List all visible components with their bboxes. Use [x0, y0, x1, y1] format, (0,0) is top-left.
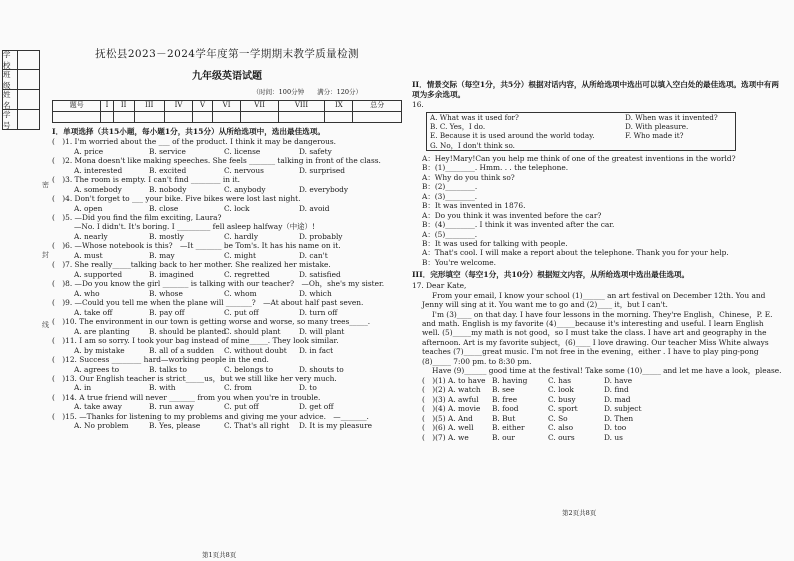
cloze-answer-row [412, 433, 782, 442]
question-stem-continued: —No. I didn't. It's boring. I _________ fell asleep halfway（中途）! [74, 222, 315, 232]
cloze-option[interactable]: B. see [492, 385, 515, 395]
score-header-cell: II [113, 100, 134, 111]
question-stem: ( )12. Success ________ hard—working people in the end. [52, 355, 269, 365]
q16-option: G. No，I don't think so. [430, 140, 515, 150]
question-stem: ( )11. I am so sorry. I took your bag instead of mine_____. They look similar. [52, 336, 339, 346]
dialog-line: A：Hey!Mary!Can you help me think of one of the greatest inventions in the world? [422, 153, 736, 163]
option[interactable]: C. whom [224, 288, 257, 298]
question-stem: ( )4. Don't forget to ___ your bike. Five bikes were lost last night. [52, 194, 301, 204]
question-options [52, 270, 402, 279]
score-header-cell: III [134, 100, 164, 111]
page-footer-left: 第1页共8页 [202, 551, 237, 559]
score-header-cell: VIII [278, 100, 324, 111]
score-header-cell: I [101, 100, 113, 111]
option[interactable]: B. excited [149, 165, 187, 175]
option[interactable]: B. nobody [149, 184, 187, 194]
cloze-option[interactable]: C. So [548, 413, 568, 423]
option[interactable]: D. shouts to [299, 364, 344, 374]
option[interactable]: B. imagined [149, 269, 194, 279]
score-blank-cell[interactable] [325, 111, 353, 122]
cloze-option[interactable]: D. have [604, 375, 633, 385]
dialog-line: B：It was invented in 1876. [422, 201, 526, 211]
option[interactable]: A. price [74, 146, 104, 156]
question-stem: ( )14. A true friend will never _______ from you when you're in trouble. [52, 392, 321, 402]
cloze-option[interactable]: ( )(5) A. And [422, 413, 473, 423]
question-options [52, 166, 402, 175]
option[interactable]: A. are planting [74, 326, 130, 336]
score-table [52, 100, 402, 123]
q16-option: E. Because it is used around the world today. [430, 131, 595, 141]
question-options [52, 289, 402, 298]
score-header-cell: VII [241, 100, 278, 111]
cloze-option[interactable]: C. sport [548, 404, 578, 414]
question-options [52, 346, 402, 355]
option[interactable]: D. surprised [299, 165, 345, 175]
option[interactable]: B. all of a sudden [149, 345, 215, 355]
option[interactable]: A. take off [74, 307, 113, 317]
score-blank-cell[interactable] [278, 111, 324, 122]
question-stem: ( )7. She really_____talking back to her mother. She realized her mistake. [52, 260, 331, 270]
score-header-cell: VI [212, 100, 241, 111]
question-options [52, 402, 402, 411]
option[interactable]: A. nearly [74, 231, 108, 241]
dialog-line: A：That's cool. I will make a report about the telephone. Thank you for your help. [422, 248, 729, 258]
option[interactable]: C. lock [224, 203, 250, 213]
option[interactable]: C. nervous [224, 165, 264, 175]
cloze-option[interactable]: D. subject [604, 404, 642, 414]
option[interactable]: A. must [74, 250, 103, 260]
exam-meta: （时间：100分钟 满分：120分） [252, 88, 362, 97]
cloze-passage [412, 291, 782, 376]
dialog-line: A：Do you think it was invented before the car? [422, 210, 602, 220]
option[interactable]: A. agrees to [74, 364, 120, 374]
cloze-answer-row [412, 404, 782, 413]
left-column [52, 48, 402, 559]
letter-greeting: 17. Dear Kate, [412, 281, 467, 291]
cloze-option[interactable]: B. free [492, 394, 518, 404]
score-blank-cell[interactable] [134, 111, 164, 122]
question-stem: ( )10. The environment in our town is getting worse and worse, so many trees_____. [52, 317, 371, 327]
dialog-line: B：It was used for talking with people. [422, 239, 568, 248]
cloze-option[interactable]: B. having [492, 375, 528, 385]
score-blank-cell[interactable] [164, 111, 193, 122]
cloze-answer-row [412, 423, 782, 432]
option[interactable]: B. should be planted [149, 326, 227, 336]
option[interactable]: C. belongs to [224, 364, 274, 374]
question-stem: ( )15. —Thanks for listening to my problems and giving me your advice. —_______. [52, 411, 369, 421]
name-field[interactable]: 姓 名 [2, 90, 40, 110]
option[interactable]: A. who [74, 288, 100, 298]
cloze-option[interactable]: C. also [548, 423, 574, 433]
score-header-cell: 题号 [53, 100, 101, 111]
option[interactable]: B. with [149, 383, 176, 393]
dialog-line: B：(2)________. [422, 182, 478, 192]
option[interactable]: C. put off [224, 307, 259, 317]
option[interactable]: B. service [149, 146, 186, 156]
cloze-option[interactable]: D. find [604, 385, 629, 395]
option[interactable]: B. Yes, please [149, 421, 201, 431]
option[interactable]: C. anybody [224, 184, 266, 194]
student-info-box [2, 50, 40, 130]
question-options [52, 251, 402, 260]
option[interactable]: C. might [224, 250, 256, 260]
score-blank-cell[interactable] [193, 111, 213, 122]
score-blank-cell[interactable] [212, 111, 241, 122]
cloze-option[interactable]: D. us [604, 432, 623, 442]
option[interactable]: C. That's all right [224, 421, 290, 431]
option[interactable]: A. supported [74, 269, 123, 279]
dialog-line: A：(3)________. [422, 191, 478, 201]
option[interactable]: D. can't [299, 250, 328, 260]
option[interactable]: C. regretted [224, 269, 270, 279]
question-stem: ( )1. I'm worried about the ___ of the product. I think it may be dangerous. [52, 137, 336, 147]
option[interactable]: A. interested [74, 165, 123, 175]
option[interactable]: D. It is my pleasure [299, 421, 372, 431]
option[interactable]: B. pay off [149, 307, 185, 317]
cloze-option[interactable]: B. our [492, 432, 515, 442]
cloze-option[interactable]: B. food [492, 404, 519, 414]
option[interactable]: C. put off [224, 402, 259, 412]
q16-option: D. With pleasure. [625, 122, 689, 132]
dialog-block [412, 154, 782, 268]
question-options [52, 365, 402, 374]
score-blank-cell[interactable] [241, 111, 278, 122]
cloze-option[interactable]: D. too [604, 423, 627, 433]
dialog-line: A：Why do you think so? [422, 172, 515, 182]
option[interactable]: D. which [299, 288, 332, 298]
dialog-line: B：(4)________. I think it was invented after the car. [422, 220, 615, 230]
option[interactable]: D. in fact [299, 345, 334, 355]
cloze-option[interactable]: ( )(7) A. we [422, 432, 469, 442]
option[interactable]: B. mostly [149, 231, 184, 241]
option[interactable]: B. may [149, 250, 175, 260]
cloze-option[interactable]: B. either [492, 423, 525, 433]
q16-option [622, 141, 735, 151]
passage-paragraph: Have (9)______ good time at the festival! Take some (10)_____ and let me have a look，please. [432, 366, 782, 376]
option[interactable]: C. from [224, 383, 252, 393]
question-stem: ( )5. —Did you find the film exciting, Laura? [52, 213, 222, 223]
option[interactable]: A. No problem [74, 421, 129, 431]
score-blank-cell[interactable] [353, 111, 402, 122]
q16-option: B. C. Yes，I do. [430, 122, 486, 132]
option[interactable]: A. open [74, 203, 103, 213]
option[interactable]: D. get off [299, 402, 334, 412]
question-stem: ( )9. —Could you tell me when the plane will _______? —At about half past seven. [52, 298, 364, 308]
exam-subtitle: 九年级英语试题 [192, 71, 262, 83]
q16-option: A. What was it used for? [430, 112, 519, 122]
q16-option: F. Who made it? [625, 131, 684, 141]
page-footer-right: 第2页共8页 [562, 509, 597, 517]
option[interactable]: B. whose [149, 288, 183, 298]
option[interactable]: C. without doubt [224, 345, 287, 355]
question-stem: ( )2. Mona doesn't like making speeches. She feels _______ talking in front of the class. [52, 156, 381, 166]
cloze-option[interactable]: ( )(6) A. well [422, 423, 474, 433]
option[interactable]: B. talks to [149, 364, 187, 374]
q16-label: 16. [412, 100, 424, 110]
score-blank-cell[interactable] [101, 111, 113, 122]
option[interactable]: D. probably [299, 231, 343, 241]
cloze-answer-row [412, 395, 782, 404]
score-header-cell: IV [164, 100, 193, 111]
dialog-line: B：You're welcome. [422, 257, 496, 267]
option[interactable]: C. license [224, 146, 261, 156]
option[interactable]: D. will plant [299, 326, 345, 336]
option[interactable]: D. satisfied [299, 269, 341, 279]
q16-option: D. When was it invented? [625, 112, 718, 122]
cloze-answer-row [412, 414, 782, 423]
section-3-heading: III．完形填空（每空1分，共10分）根据短文内容，从所给选项中选出最佳选项。 [412, 270, 690, 280]
option[interactable]: A. by mistake [74, 345, 125, 355]
option[interactable]: B. run away [149, 402, 194, 412]
cloze-option[interactable]: B. But [492, 413, 516, 423]
cloze-option[interactable]: D. Then [604, 413, 634, 423]
cloze-option[interactable]: D. mad [604, 394, 631, 404]
question-stem: ( )13. Our English teacher is strict_____us，but we still like her very much. [52, 373, 337, 383]
cloze-option[interactable]: C. ours [548, 432, 575, 442]
cloze-answers [412, 376, 782, 442]
score-header-cell: V [193, 100, 213, 111]
question-options [52, 383, 402, 392]
question-options [52, 204, 402, 213]
school-field[interactable]: 学 校 [2, 50, 40, 70]
cloze-option[interactable]: ( )(4) A. movie [422, 404, 481, 414]
option[interactable]: B. close [149, 203, 179, 213]
cloze-option[interactable]: ( )(2) A. watch [422, 385, 481, 395]
option[interactable]: C. hardly [224, 231, 259, 241]
option[interactable]: A. take away [74, 402, 122, 412]
cloze-option[interactable]: C. busy [548, 394, 576, 404]
option[interactable]: C. should plant [224, 326, 281, 336]
cloze-answer-row [412, 376, 782, 385]
score-blank-cell[interactable] [53, 111, 101, 122]
cloze-option[interactable]: ( )(3) A. awful [422, 394, 479, 404]
question-options [52, 308, 402, 317]
option[interactable]: D. safety [299, 146, 332, 156]
option[interactable]: D. turn off [299, 307, 338, 317]
question-options [52, 232, 402, 241]
question-options [52, 327, 402, 336]
score-blank-cell[interactable] [113, 111, 134, 122]
question-list [52, 137, 402, 431]
score-header-cell: IX [325, 100, 353, 111]
cloze-answer-row [412, 385, 782, 394]
passage-paragraph: From your email, I know your school (1)______ an art festival on December 12th. You and Jenny will sing at it. You want me to go and (2)____ it，but I can't. [422, 290, 766, 310]
question-stem: ( )3. The room is empty. I can't find ________ in it. [52, 175, 241, 185]
option[interactable]: A. somebody [74, 184, 122, 194]
class-field[interactable]: 班 级 [2, 70, 40, 90]
section-1-heading: I．单项选择（共15小题，每小题1分，共15分）从所给选项中，选出最佳选项。 [52, 126, 325, 136]
option[interactable]: D. avoid [299, 203, 330, 213]
option[interactable]: A. in [74, 383, 92, 393]
right-column [412, 78, 782, 517]
question-options [52, 421, 402, 430]
dialog-line: B：(1)________. Hmm. . . the telephone. [422, 163, 569, 173]
cloze-option[interactable]: ( )(1) A. to have [422, 375, 486, 385]
cloze-option[interactable]: C. look [548, 385, 574, 395]
question-options [52, 147, 402, 156]
q16-options-box [426, 112, 736, 151]
passage-paragraph: I'm (3)____ on that day. I have four lessons in the morning. They're English，Chinese，P. E. and math. English is my favorite (4)_____because it's interesting and useful. I learn English well. (5)_____my math is not good，so I must take the class. I have art and geography in the afternoon. Art is my favorite subject，(6)____ I love drawing. Our teacher Miss White always teaches (7)_____great music. I'm not free in the evening，either . I have to play ping-pong (8)_____ 7:00 pm. to 8:30 pm. [422, 309, 773, 366]
dialog-line: A：(5)________. [422, 229, 478, 239]
exam-header: 抚松县2023－2024学年度第一学期期末教学质量检测 [95, 48, 359, 60]
score-header-cell: 总分 [353, 100, 402, 111]
section-2-heading: II．情景交际（每空1分，共5分）根据对话内容，从所给选项中选出可以填入空白处的最佳选项。选项中有两项为多余选项。 [412, 80, 779, 99]
student-number-field[interactable]: 学 号 [2, 110, 40, 130]
option[interactable]: D. everybody [299, 184, 349, 194]
option[interactable]: D. to [299, 383, 317, 393]
question-stem: ( )8. —Do you know the girl _______ is talking with our teacher? —Oh，she's my sister. [52, 279, 385, 289]
seal-line-text: 密 封 线 [42, 181, 49, 329]
question-stem: ( )6. —Whose notebook is this? —It _______ be Tom's. It has his name on it. [52, 241, 341, 251]
question-options [52, 185, 402, 194]
cloze-option[interactable]: C. has [548, 375, 572, 385]
